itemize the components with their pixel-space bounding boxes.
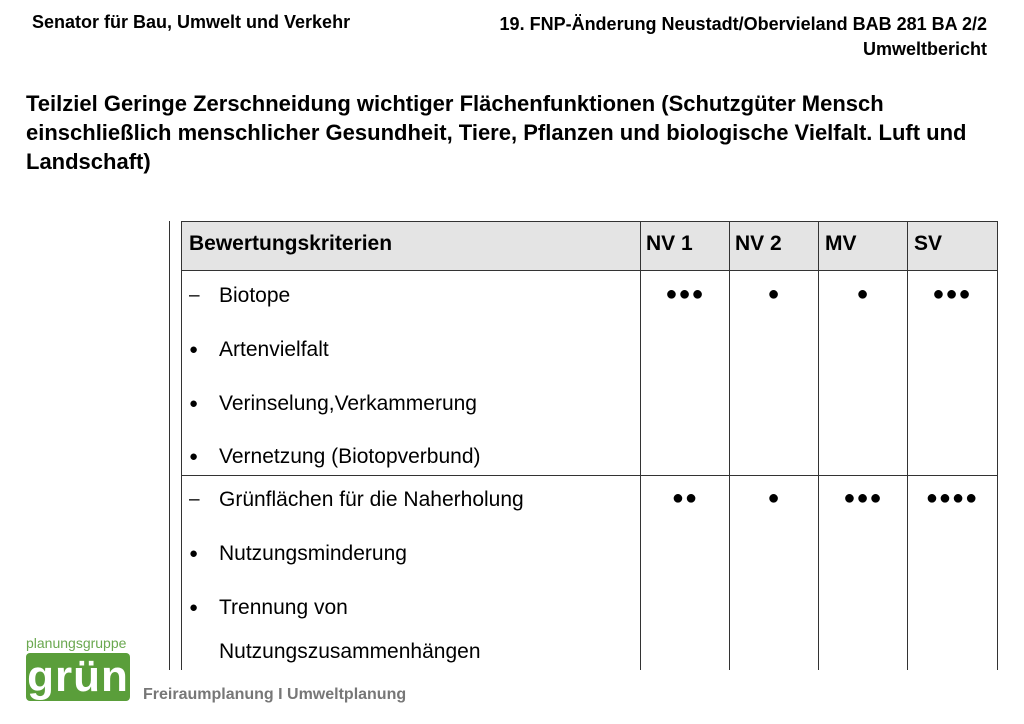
list-item <box>189 283 290 309</box>
evaluation-table <box>169 221 998 670</box>
dot-bullet: ● <box>189 448 199 465</box>
logo-tagline: planungsgruppe <box>26 635 127 651</box>
rating-nv1: ●● <box>671 487 699 509</box>
header-document-info <box>500 12 987 62</box>
rating-nv2: ● <box>767 283 781 305</box>
dash-bullet: – <box>189 285 200 306</box>
dot-bullet: ● <box>189 599 199 616</box>
dot-bullet: ● <box>189 395 199 412</box>
list-item <box>189 487 524 513</box>
rating-mv: ● <box>856 283 870 305</box>
column-header-sv: SV <box>914 232 943 255</box>
logo-wordmark: grün <box>27 652 129 701</box>
table-border-top <box>181 221 998 222</box>
dot-bullet: ● <box>189 545 199 562</box>
table-border-inner <box>181 221 182 670</box>
criterion-text: Artenvielfalt <box>219 338 329 361</box>
column-header-nv2: NV 2 <box>735 232 782 255</box>
rating-mv: ●●● <box>843 487 883 509</box>
list-item <box>189 595 348 621</box>
list-item <box>189 444 481 470</box>
column-header-nv1: NV 1 <box>646 232 693 255</box>
list-item <box>189 337 329 363</box>
criterion-text: Biotope <box>219 284 291 307</box>
column-header-criteria: Bewertungskriterien <box>189 232 393 255</box>
criterion-text: Nutzungsminderung <box>219 542 407 565</box>
header-divider <box>181 270 998 271</box>
criterion-text: Vernetzung (Biotopverbund) <box>219 445 481 468</box>
list-item <box>189 391 477 417</box>
rating-nv2: ● <box>767 487 781 509</box>
dot-bullet: ● <box>189 341 199 358</box>
column-header-mv: MV <box>825 232 857 255</box>
header-document-type: Umweltbericht <box>862 39 987 59</box>
criterion-text: Trennung von <box>219 596 348 619</box>
group-divider <box>181 475 998 476</box>
rating-nv1: ●●● <box>665 283 705 305</box>
rating-sv: ●●●● <box>925 487 979 509</box>
footer-text: Freiraumplanung I Umweltplanung <box>143 686 407 703</box>
table-border-right <box>997 221 998 670</box>
dash-bullet: – <box>189 489 200 510</box>
list-item <box>189 541 407 567</box>
criterion-text: Grünflächen für die Naherholung <box>219 488 524 511</box>
page-heading: Teilziel Geringe Zerschneidung wichtiger Flächenfunktionen (Schutzgüter Mensch einschließlich menschlicher Gesundheit, Tiere, Pflanzen und biologische Vielfalt. Luft und Landschaft) <box>26 91 967 174</box>
rating-sv: ●●● <box>932 283 972 305</box>
header-project-title: 19. FNP-Änderung Neustadt/Obervieland BAB 281 BA 2/2 <box>499 14 987 34</box>
criterion-text: Verinselung,Verkammerung <box>219 392 477 415</box>
company-logo <box>26 635 132 705</box>
table-border-left <box>169 221 170 670</box>
list-item-continuation: Nutzungszusammenhängen <box>219 640 481 663</box>
header-organization: Senator für Bau, Umwelt und Verkehr <box>32 12 351 32</box>
